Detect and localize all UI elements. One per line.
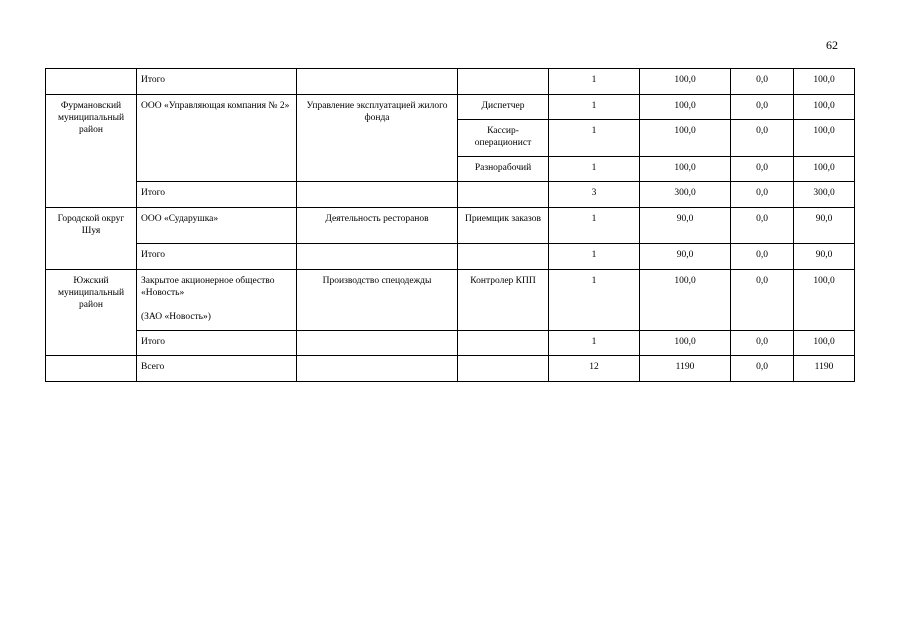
- count-cell: 1: [549, 208, 640, 244]
- count-cell: 1: [549, 331, 640, 356]
- value-cell: 100,0: [640, 157, 731, 182]
- district-cell: Городской округ Шуя: [46, 208, 137, 270]
- table-row: [46, 270, 855, 331]
- count-cell: 1: [549, 157, 640, 182]
- position-cell: Диспетчер: [458, 95, 549, 120]
- employment-table: [45, 68, 855, 382]
- value-cell: 90,0: [794, 244, 855, 270]
- value-cell: 100,0: [640, 120, 731, 157]
- value-cell: 0,0: [731, 208, 794, 244]
- value-cell: 90,0: [640, 208, 731, 244]
- table-row: [46, 244, 855, 270]
- district-cell: [46, 69, 137, 95]
- position-cell: Разнорабочий: [458, 157, 549, 182]
- value-cell: 100,0: [640, 270, 731, 331]
- activity-cell: [297, 182, 458, 208]
- value-cell: 100,0: [794, 157, 855, 182]
- position-cell: Приемщик заказов: [458, 208, 549, 244]
- value-cell: 100,0: [794, 270, 855, 331]
- count-cell: 1: [549, 95, 640, 120]
- value-cell: 0,0: [731, 270, 794, 331]
- value-cell: 0,0: [731, 95, 794, 120]
- value-cell: 100,0: [640, 95, 731, 120]
- organization-cell: Итого: [137, 182, 297, 208]
- value-cell: 100,0: [640, 331, 731, 356]
- organization-cell: Всего: [137, 356, 297, 382]
- table-row: [46, 208, 855, 244]
- organization-cell: ООО «Сударушка»: [137, 208, 297, 244]
- organization-cell: Итого: [137, 331, 297, 356]
- value-cell: 90,0: [640, 244, 731, 270]
- district-cell: [46, 356, 137, 382]
- organization-cell: Итого: [137, 244, 297, 270]
- value-cell: 0,0: [731, 182, 794, 208]
- activity-cell: [297, 331, 458, 356]
- value-cell: 300,0: [794, 182, 855, 208]
- position-cell: [458, 69, 549, 95]
- organization-cell: Итого: [137, 69, 297, 95]
- position-cell: Контролер КПП: [458, 270, 549, 331]
- value-cell: 1190: [640, 356, 731, 382]
- value-cell: 1190: [794, 356, 855, 382]
- table-row: [46, 95, 855, 120]
- value-cell: 90,0: [794, 208, 855, 244]
- value-cell: 0,0: [731, 69, 794, 95]
- district-cell: Фурмановский муниципальный район: [46, 95, 137, 208]
- activity-cell: Производство спецодежды: [297, 270, 458, 331]
- count-cell: 3: [549, 182, 640, 208]
- value-cell: 100,0: [794, 120, 855, 157]
- value-cell: 0,0: [731, 331, 794, 356]
- value-cell: 100,0: [794, 331, 855, 356]
- value-cell: 100,0: [640, 69, 731, 95]
- value-cell: 300,0: [640, 182, 731, 208]
- position-cell: Кассир-операционист: [458, 120, 549, 157]
- count-cell: 1: [549, 69, 640, 95]
- table-row: [46, 182, 855, 208]
- position-cell: [458, 331, 549, 356]
- count-cell: 12: [549, 356, 640, 382]
- table-row-total: [46, 356, 855, 382]
- district-cell: Южский муниципальный район: [46, 270, 137, 356]
- value-cell: 0,0: [731, 244, 794, 270]
- activity-cell: [297, 356, 458, 382]
- count-cell: 1: [549, 270, 640, 331]
- organization-cell: [137, 270, 297, 331]
- organization-abbreviation: (ЗАО «Новость»): [141, 312, 211, 322]
- count-cell: 1: [549, 244, 640, 270]
- count-cell: 1: [549, 120, 640, 157]
- value-cell: 0,0: [731, 120, 794, 157]
- position-cell: [458, 182, 549, 208]
- organization-cell: ООО «Управляющая компания № 2»: [137, 95, 297, 182]
- table-row: [46, 331, 855, 356]
- value-cell: 100,0: [794, 69, 855, 95]
- value-cell: 0,0: [731, 157, 794, 182]
- activity-cell: Управление эксплуатацией жилого фонда: [297, 95, 458, 182]
- activity-cell: [297, 244, 458, 270]
- position-cell: [458, 244, 549, 270]
- value-cell: 100,0: [794, 95, 855, 120]
- activity-cell: Деятельность ресторанов: [297, 208, 458, 244]
- organization-name: Закрытое акционерное общество «Новость»: [141, 276, 275, 298]
- position-cell: [458, 356, 549, 382]
- activity-cell: [297, 69, 458, 95]
- table-row: [46, 69, 855, 95]
- value-cell: 0,0: [731, 356, 794, 382]
- page-number: 62: [826, 38, 838, 52]
